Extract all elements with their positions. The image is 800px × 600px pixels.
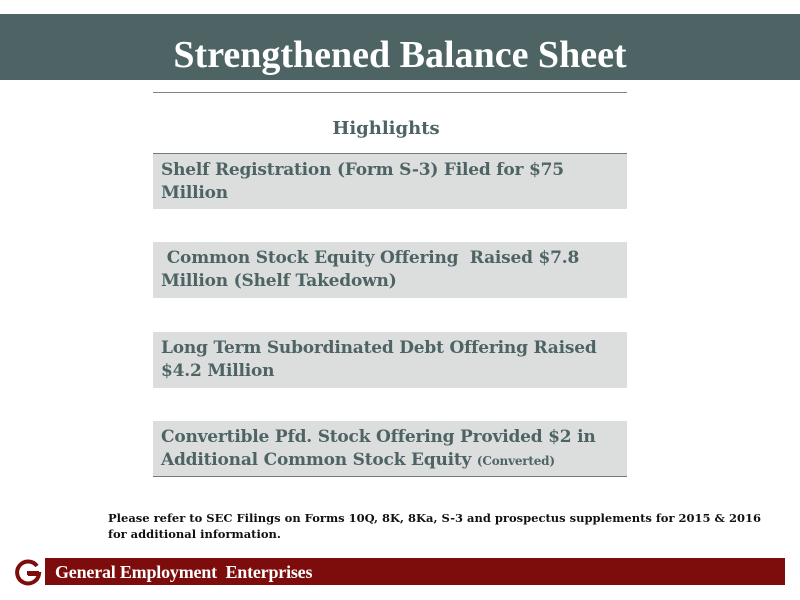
highlight-item-shelf-registration: [153, 153, 627, 209]
highlight-text: Long Term Subordinated Debt Offering Raised $4.2 Million: [161, 338, 597, 381]
highlight-text: Shelf Registration (Form S-3) Filed for $75 Million: [161, 160, 564, 203]
slide-title: Strengthened Balance Sheet: [173, 34, 627, 76]
highlight-text: Common Stock Equity Offering Raised $7.8 Million (Shelf Takedown): [161, 248, 585, 291]
highlight-note: (Converted): [476, 454, 555, 468]
highlights-heading: Highlights: [332, 118, 440, 139]
highlight-item-convertible-preferred: [153, 421, 627, 477]
highlight-text: Convertible Pfd. Stock Offering Provided $2 in Additional Common Stock Equity: [161, 427, 596, 470]
company-name: General Employment Enterprises: [55, 562, 313, 582]
company-logo-icon: [13, 557, 43, 587]
highlight-item-common-stock-offering: [153, 242, 627, 298]
top-divider: [153, 92, 627, 93]
highlight-item-subordinated-debt: [153, 332, 627, 388]
sec-filings-footnote: Please refer to SEC Filings on Forms 10Q, 8K, 8Ka, S-3 and prospectus supplements for 2015 & 2016 for additional information.: [108, 511, 761, 541]
